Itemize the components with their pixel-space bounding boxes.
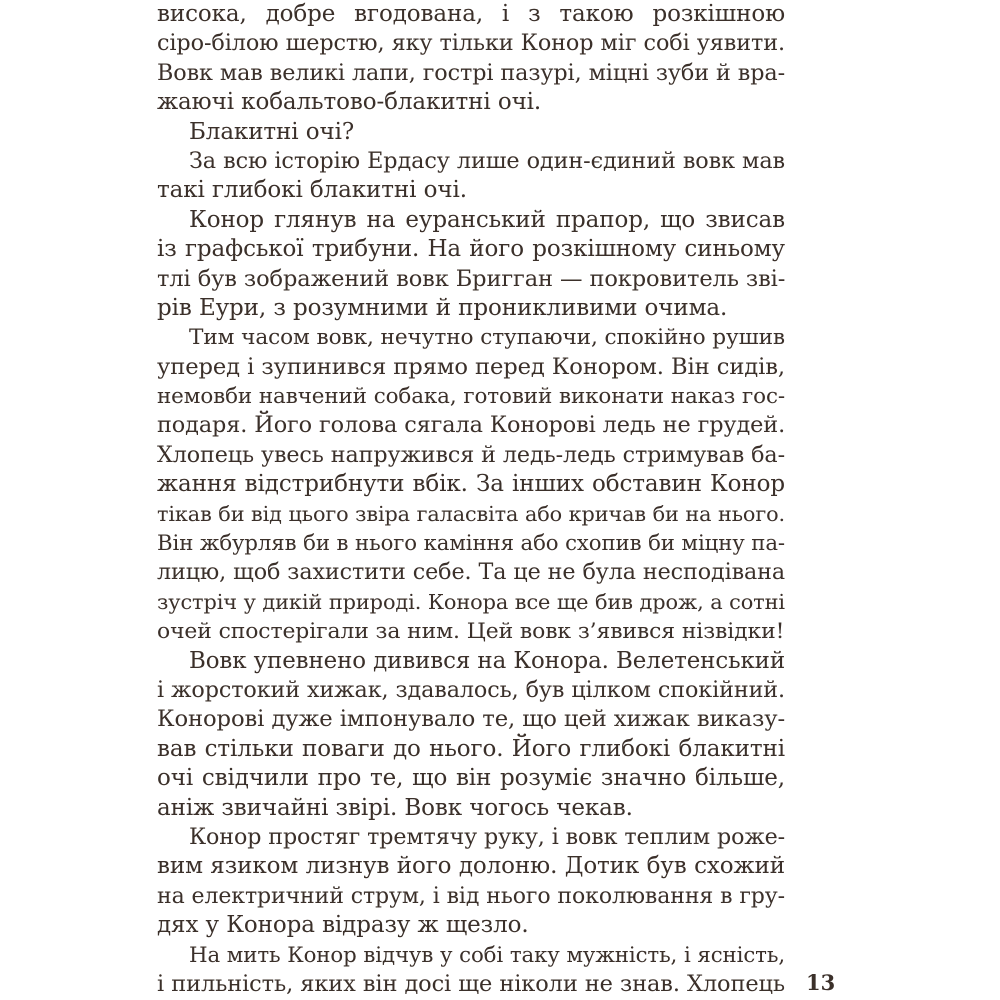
text-line: аніж звичайні звірі. Вовк чогось чекав.	[157, 794, 633, 821]
page-number: 13	[806, 970, 836, 995]
text-line: Тим часом вовк, нечутно ступаючи, спокійно рушив	[189, 325, 785, 351]
text-line: жаючі кобальтово-блакитні очі.	[157, 89, 542, 116]
text-line: Вовк упевнено дивився на Конора. Велетенський	[189, 647, 785, 674]
text-line: і жорстокий хижак, здавалось, був цілком спокійний.	[157, 676, 785, 703]
text-line: на електричний струм, і від нього поколювання в гру-	[157, 883, 785, 909]
text-line: такі глибокі блакитні очі.	[157, 177, 467, 204]
text-line: немовби навчений собака, готовий виконати наказ гос-	[157, 384, 785, 410]
text-line: Хлопець увесь напружився й ледь-ледь стримував ба-	[157, 441, 785, 468]
text-line: На мить Конор відчув у собі таку мужність, і ясність,	[189, 942, 785, 968]
text-line: і пильність, яких він досі ще ніколи не знав. Хлопець	[157, 970, 785, 997]
text-line: висока, добре вгодована, і з такою розкішною	[157, 1, 785, 27]
text-line: подаря. Його голова сягала Конорові ледь не грудей.	[157, 412, 786, 439]
text-line: лицю, щоб захистити себе. Та це не була несподівана	[157, 559, 785, 586]
text-line: вав стільки поваги до нього. Його глибокі блакитні	[157, 735, 785, 762]
text-line: вим язиком лизнув його долоню. Дотик був схожий	[157, 853, 785, 880]
text-line: уперед і зупинився прямо перед Конором. Він сидів,	[157, 353, 785, 380]
text-line: тлі був зображений вовк Бригган — покровитель зві-	[157, 265, 786, 292]
text-line: очі свідчили про те, що він розуміє значно більше,	[157, 765, 785, 792]
text-line: Конорові дуже імпонувало те, що цей хижак виказу-	[157, 706, 786, 733]
text-line: Конор простяг тремтячу руку, і вовк теплим роже-	[189, 823, 786, 850]
text-line: Вовк мав великі лапи, гострі пазурі, міцні зуби й вра-	[157, 59, 785, 86]
text-line: Конор глянув на еуранський прапор, що звисав	[189, 206, 785, 233]
text-line: сіро-білою шерстю, яку тільки Конор міг собі уявити.	[157, 30, 785, 57]
text-line: тікав би від цього звіра галасвіта або кричав би на нього.	[157, 501, 785, 526]
text-line: жання відстрибнути вбік. За інших обставин Конор	[157, 471, 785, 498]
text-line: дях у Конора відразу ж щезло.	[157, 912, 529, 939]
page-body-text	[157, 0, 785, 999]
text-line: Він жбурляв би в нього каміння або схопив би міцну па-	[157, 531, 785, 557]
text-line: зустріч у дикій природі. Конора все ще бив дрож, а сотні	[157, 589, 785, 614]
text-line: За всю історію Ердасу лише один-єдиний вовк мав	[189, 147, 785, 174]
text-line: із графської трибуни. На його розкішному синьому	[157, 236, 785, 263]
text-line: очей спостерігали за ним. Цей вовк з’явився нізвідки!	[157, 619, 785, 645]
text-line: Блакитні очі?	[189, 118, 355, 145]
text-line: рів Еури, з розумними й проникливими очима.	[157, 294, 728, 321]
